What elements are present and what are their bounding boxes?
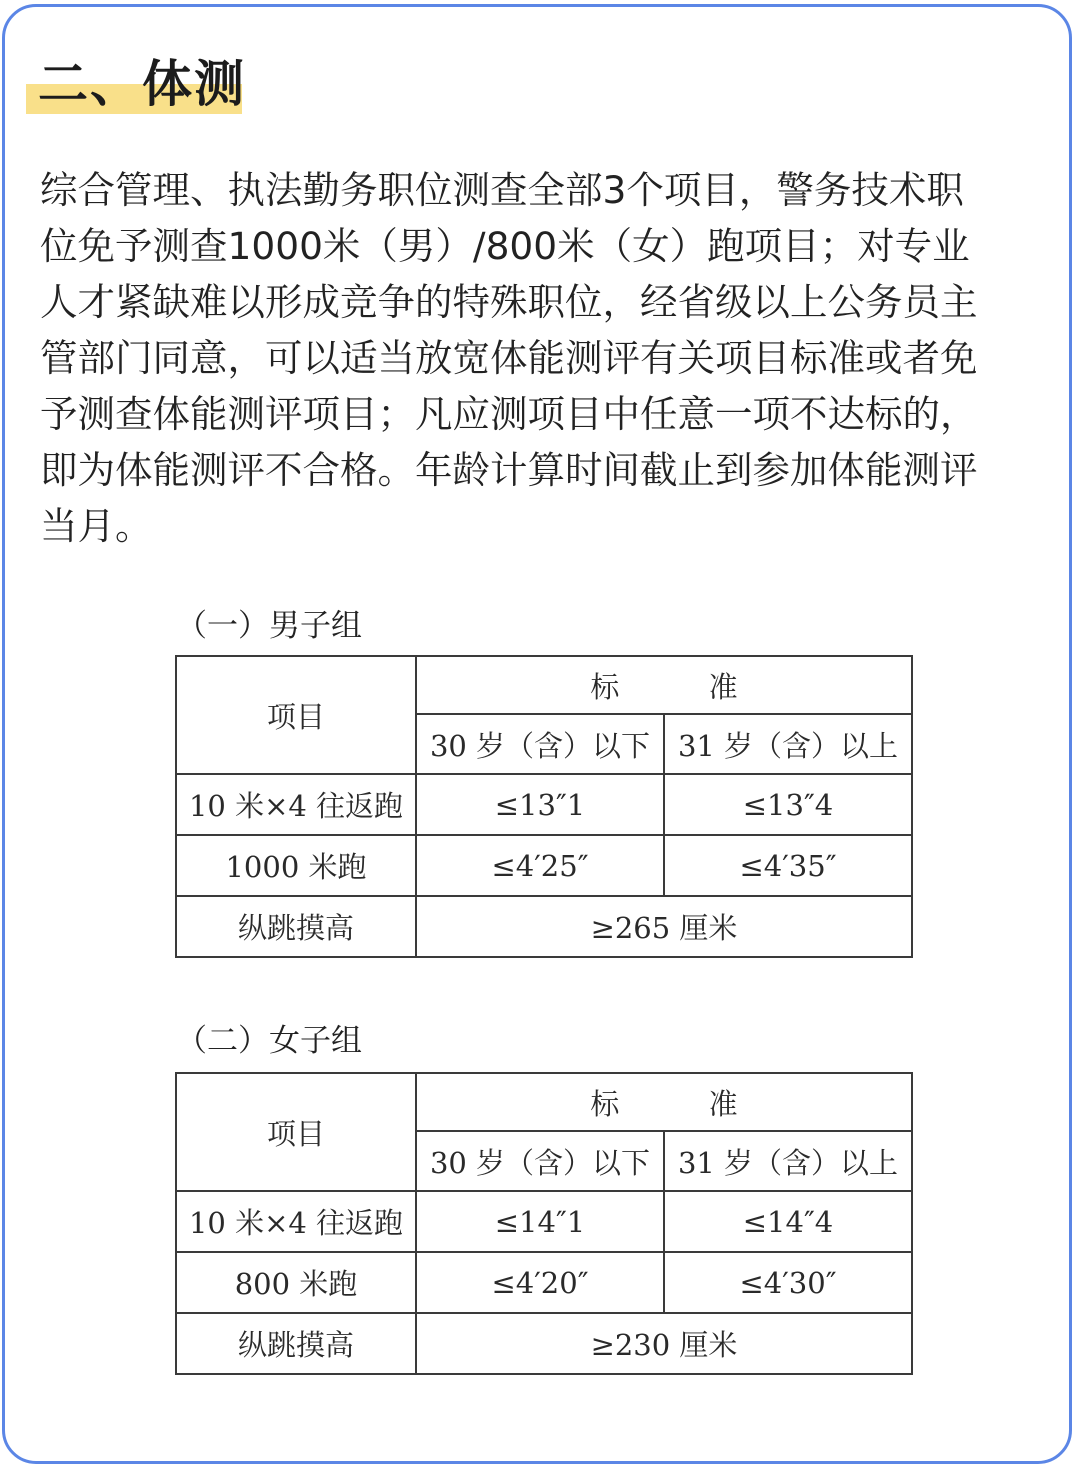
table-row (176, 896, 912, 957)
under-30-value: ≤14″1 (416, 1191, 664, 1252)
table-row (176, 835, 912, 896)
under-30-value: ≤13″1 (416, 774, 664, 835)
paragraph-line: 管部门同意，可以适当放宽体能测评有关项目标准或者免 (40, 336, 978, 380)
paragraph-line: 当月。 (40, 504, 153, 548)
paragraph-line: 位免予测查1000米（男）/800米（女）跑项目；对专业 (40, 224, 970, 268)
over-31-value: ≤14″4 (664, 1191, 912, 1252)
over-31-value: ≤4′35″ (664, 835, 912, 896)
paragraph-line: 人才紧缺难以形成竞争的特殊职位，经省级以上公务员主 (40, 280, 978, 324)
over-31-value: ≤13″4 (664, 774, 912, 835)
header-standard-cell: 标 准 (416, 656, 912, 714)
paragraph-line: 予测查体能测评项目；凡应测项目中任意一项不达标的， (40, 392, 978, 436)
male-standards-table (175, 655, 913, 958)
age-over-31-cell: 31 岁（含）以上 (664, 1131, 912, 1191)
paragraph-line: 即为体能测评不合格。年龄计算时间截止到参加体能测评 (40, 448, 978, 492)
section-heading (26, 52, 246, 116)
over-31-value: ≤4′30″ (664, 1252, 912, 1313)
item-cell: 10 米×4 往返跑 (176, 1191, 416, 1252)
header-item-cell: 项目 (176, 656, 416, 774)
item-cell: 纵跳摸高 (176, 1313, 416, 1374)
under-30-value: ≤4′20″ (416, 1252, 664, 1313)
jump-value: ≥230 厘米 (416, 1313, 912, 1374)
age-under-30-cell: 30 岁（含）以下 (416, 714, 664, 774)
header-item-cell: 项目 (176, 1073, 416, 1191)
age-under-30-cell: 30 岁（含）以下 (416, 1131, 664, 1191)
table-row (176, 1191, 912, 1252)
jump-value: ≥265 厘米 (416, 896, 912, 957)
female-standards-table (175, 1072, 913, 1375)
paragraph-line: 综合管理、执法勤务职位测查全部3个项目，警务技术职 (40, 168, 964, 212)
intro-paragraph (40, 162, 1044, 554)
under-30-value: ≤4′25″ (416, 835, 664, 896)
item-cell: 10 米×4 往返跑 (176, 774, 416, 835)
item-cell: 纵跳摸高 (176, 896, 416, 957)
item-cell: 800 米跑 (176, 1252, 416, 1313)
table-row (176, 774, 912, 835)
male-group-title: （一）男子组 (176, 608, 362, 644)
age-over-31-cell: 31 岁（含）以上 (664, 714, 912, 774)
table-row (176, 1313, 912, 1374)
table-row (176, 1252, 912, 1313)
female-group-title: （二）女子组 (176, 1023, 362, 1059)
heading-text: 二、体测 (38, 54, 246, 113)
item-cell: 1000 米跑 (176, 835, 416, 896)
header-standard-cell: 标 准 (416, 1073, 912, 1131)
